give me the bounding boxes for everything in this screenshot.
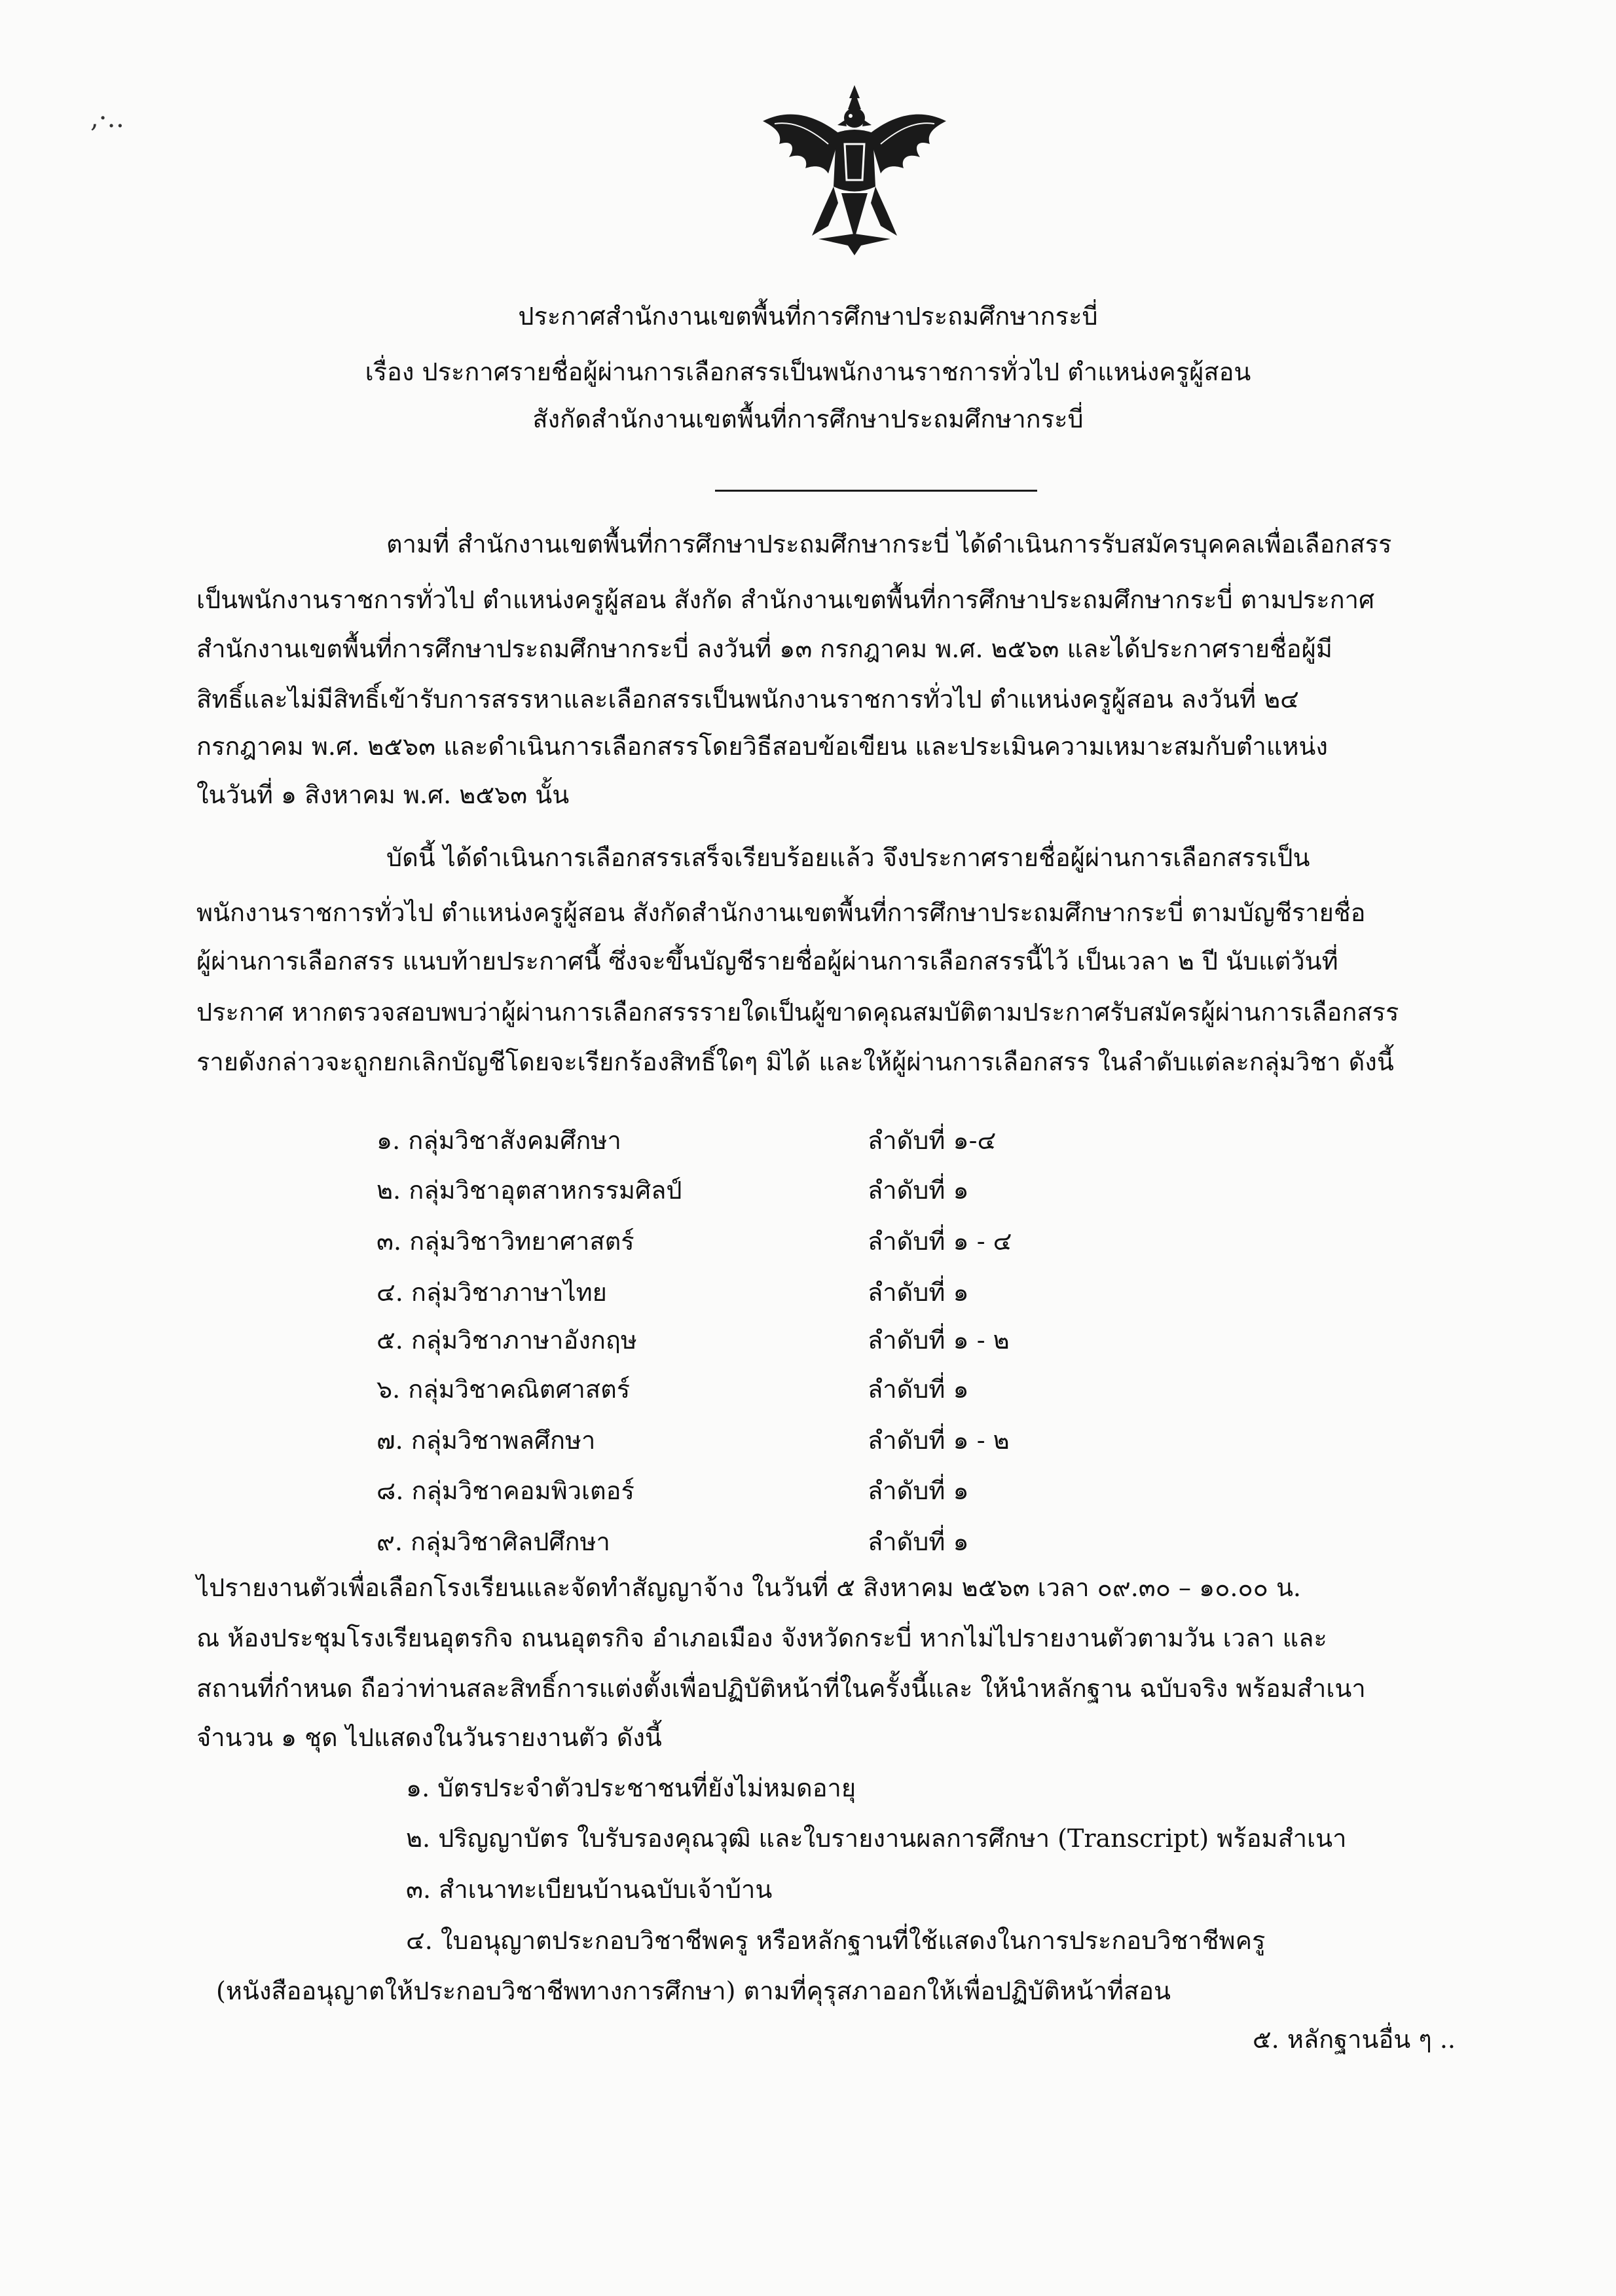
paragraph-1-line-6: ในวันที่ ๑ สิงหาคม พ.ศ. ๒๕๖๓ นั้น [196, 780, 570, 809]
group-item-label: ๖. กลุ่มวิชาคณิตศาสตร์ [376, 1375, 631, 1404]
paragraph-1-line-1: ตามที่ สำนักงานเขตพื้นที่การศึกษาประถมศึกษากระบี่ ได้ดำเนินการรับสมัครบุคคลเพื่อเลือกสรร [386, 530, 1392, 558]
paragraph-2-line-2: พนักงานราชการทั่วไป ตำแหน่งครูผู้สอน สังกัดสำนักงานเขตพื้นที่การศึกษาประถมศึกษากระบี่ ตามบัญชีรายชื่อ [196, 898, 1366, 927]
group-item-label: ๙. กลุ่มวิชาศิลปศึกษา [376, 1527, 610, 1556]
paragraph-2-line-1: บัดนี้ ได้ดำเนินการเลือกสรรเสร็จเรียบร้อยแล้ว จึงประกาศรายชื่อผู้ผ่านการเลือกสรรเป็น [386, 843, 1310, 872]
paragraph-3-line-1: ไปรายงานตัวเพื่อเลือกโรงเรียนและจัดทำสัญญาจ้าง ในวันที่ ๕ สิงหาคม ๒๕๖๓ เวลา ๐๙.๓๐ – ๑๐.๐๐ น. [196, 1573, 1302, 1602]
paragraph-2-line-3: ผู้ผ่านการเลือกสรร แนบท้ายประกาศนี้ ซึ่งจะขึ้นบัญชีรายชื่อผู้ผ่านการเลือกสรรนี้ไว้ เป็นเวลา ๒ ปี นับแต่วันที่ [196, 947, 1338, 975]
group-item-label: ๕. กลุ่มวิชาภาษาอังกฤษ [376, 1326, 637, 1355]
paragraph-3-line-4: จำนวน ๑ ชุด ไปแสดงในวันรายงานตัว ดังนี้ [196, 1723, 662, 1752]
group-item-label: ๑. กลุ่มวิชาสังคมศึกษา [376, 1126, 621, 1155]
document-item-4-continued: (หนังสืออนุญาตให้ประกอบวิชาชีพทางการศึกษา) ตามที่คุรุสภาออกให้เพื่อปฏิบัติหน้าที่สอน [216, 1977, 1171, 2005]
group-item-order: ลำดับที่ ๑-๔ [868, 1126, 997, 1155]
document-item-5: ๕. หลักฐานอื่น ๆ .. [1252, 2025, 1456, 2054]
document-item-1: ๑. บัตรประจำตัวประชาชนที่ยังไม่หมดอายุ [406, 1774, 856, 1802]
heading-affiliation: สังกัดสำนักงานเขตพื้นที่การศึกษาประถมศึกษากระบี่ [532, 405, 1084, 433]
document-item-4: ๔. ใบอนุญาตประกอบวิชาชีพครู หรือหลักฐานที่ใช้แสดงในการประกอบวิชาชีพครู [406, 1926, 1266, 1955]
group-item-order: ลำดับที่ ๑ - ๔ [868, 1227, 1012, 1256]
paragraph-3-line-3: สถานที่กำหนด ถือว่าท่านสละสิทธิ์การแต่งตั้งเพื่อปฏิบัติหน้าที่ในครั้งนี้และ ให้นำหลักฐาน ฉบับจริง พร้อมสำเนา [196, 1674, 1366, 1703]
group-item-label: ๒. กลุ่มวิชาอุตสาหกรรมศิลป์ [376, 1176, 682, 1205]
paragraph-1-line-3: สำนักงานเขตพื้นที่การศึกษาประถมศึกษากระบี่ ลงวันที่ ๑๓ กรกฎาคม พ.ศ. ๒๕๖๓ และได้ประกาศรายชื่อผู้มี [196, 634, 1332, 663]
group-item-label: ๘. กลุ่มวิชาคอมพิวเตอร์ [376, 1476, 634, 1505]
paragraph-1-line-4: สิทธิ์และไม่มีสิทธิ์เข้ารับการสรรหาและเลือกสรรเป็นพนักงานราชการทั่วไป ตำแหน่งครูผู้สอน ลงวันที่ ๒๔ [196, 685, 1299, 714]
paragraph-1-line-2: เป็นพนักงานราชการทั่วไป ตำแหน่งครูผู้สอน สังกัด สำนักงานเขตพื้นที่การศึกษาประถมศึกษากระบี่ ตามประกาศ [196, 585, 1375, 614]
group-item-order: ลำดับที่ ๑ [868, 1375, 969, 1404]
group-item-label: ๔. กลุ่มวิชาภาษาไทย [376, 1278, 607, 1307]
group-item-order: ลำดับที่ ๑ [868, 1278, 969, 1307]
scan-mark: ,·‥ [90, 103, 125, 134]
paragraph-3-line-2: ณ ห้องประชุมโรงเรียนอุตรกิจ ถนนอุตรกิจ อำเภอเมือง จังหวัดกระบี่ หากไม่ไปรายงานตัวตามวัน เวลา และ [196, 1624, 1327, 1652]
document-item-3: ๓. สำเนาทะเบียนบ้านฉบับเจ้าบ้าน [406, 1875, 773, 1904]
heading-divider [715, 490, 1037, 492]
group-item-order: ลำดับที่ ๑ - ๒ [868, 1326, 1010, 1355]
paragraph-1-line-5: กรกฎาคม พ.ศ. ๒๕๖๓ และดำเนินการเลือกสรรโดยวิธีสอบข้อเขียน และประเมินความเหมาะสมกับตำแหน่ง [196, 732, 1328, 761]
heading-subject: เรื่อง ประกาศรายชื่อผู้ผ่านการเลือกสรรเป็นพนักงานราชการทั่วไป ตำแหน่งครูผู้สอน [365, 357, 1251, 386]
garuda-emblem-icon [756, 82, 953, 259]
group-item-order: ลำดับที่ ๑ [868, 1176, 969, 1205]
paragraph-2-line-5: รายดังกล่าวจะถูกยกเลิกบัญชีโดยจะเรียกร้องสิทธิ์ใดๆ มิได้ และให้ผู้ผ่านการเลือกสรร ในลำดับแต่ละกลุ่มวิชา ดังนี้ [196, 1048, 1394, 1076]
group-item-order: ลำดับที่ ๑ [868, 1476, 969, 1505]
heading-issuer: ประกาศสำนักงานเขตพื้นที่การศึกษาประถมศึกษากระบี่ [518, 302, 1098, 331]
paragraph-2-line-4: ประกาศ หากตรวจสอบพบว่าผู้ผ่านการเลือกสรรรายใดเป็นผู้ขาดคุณสมบัติตามประกาศรับสมัครผู้ผ่านการเลือกสรร [196, 998, 1399, 1027]
document-item-2: ๒. ปริญญาบัตร ใบรับรองคุณวุฒิ และใบรายงานผลการศึกษา (Transcript) พร้อมสำเนา [406, 1824, 1347, 1853]
group-item-order: ลำดับที่ ๑ - ๒ [868, 1426, 1010, 1455]
group-item-label: ๓. กลุ่มวิชาวิทยาศาสตร์ [376, 1227, 634, 1256]
group-item-order: ลำดับที่ ๑ [868, 1527, 969, 1556]
group-item-label: ๗. กลุ่มวิชาพลศึกษา [376, 1426, 596, 1455]
